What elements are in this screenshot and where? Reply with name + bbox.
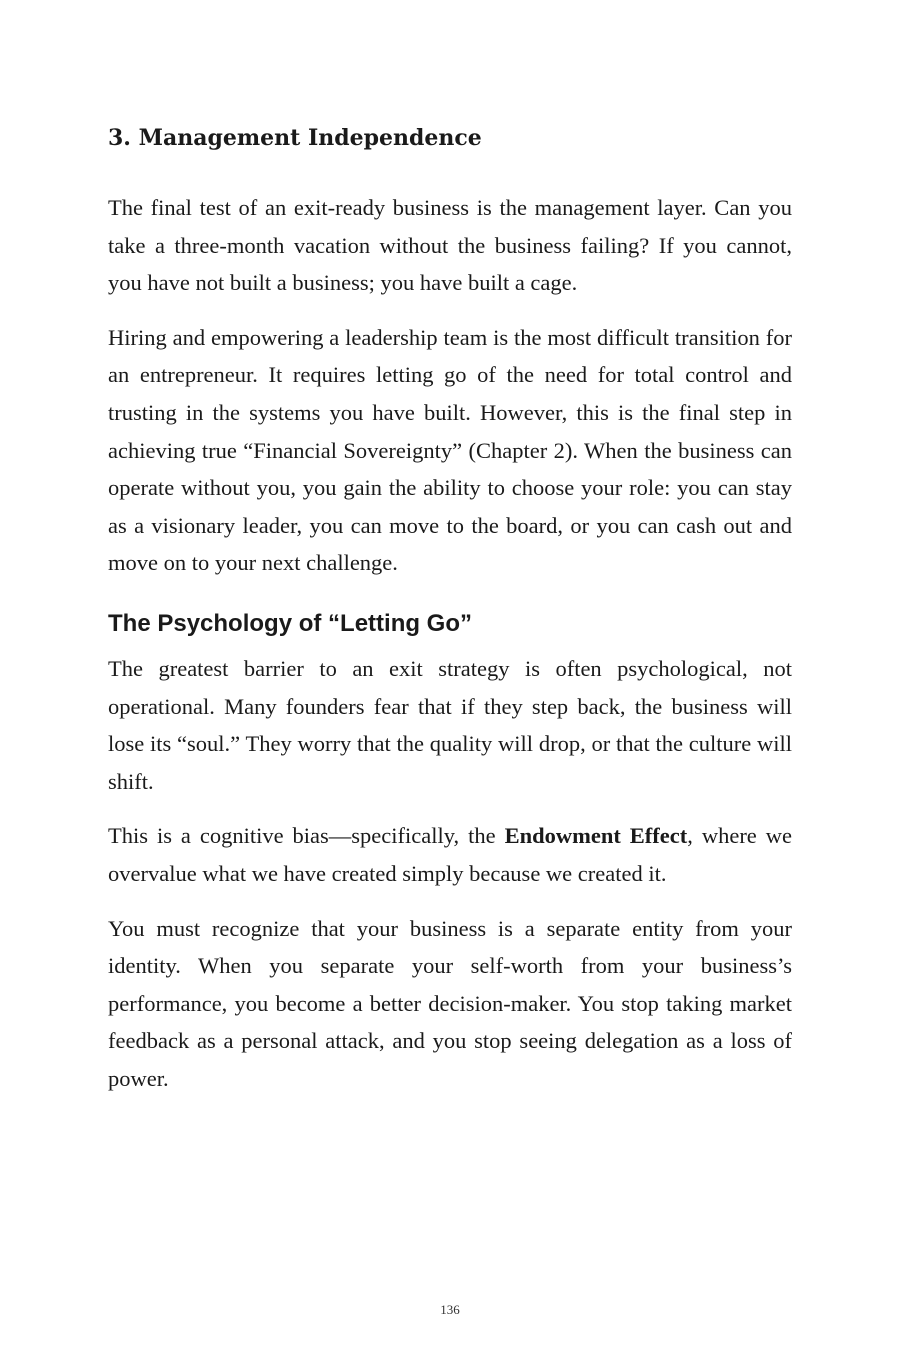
subsection-heading: The Psychology of “Letting Go”	[108, 609, 473, 637]
body-paragraph: You must recognize that your business is a separate entity from your identity. When you separate your self-worth from your business’s performance, you become a better decision-maker. You stop taking market feedback as a personal attack, and you stop seeing delegation as a loss of power.	[108, 915, 792, 1091]
body-paragraph: Hiring and empowering a leadership team is the most difficult transition for an entrepreneur. It requires letting go of the need for total control and trusting in the systems you have built. However, this is the final step in achieving true “Financial Sovereignty” (Chapter 2). When the business can operate without you, you gain the ability to choose your role: you can stay as a visionary leader, you can move to the board, or you can cash out and move on to your next challenge.	[108, 324, 792, 576]
page-number: 136	[440, 1302, 460, 1317]
body-paragraph: The final test of an exit-ready business is the management layer. Can you take a three-month vacation without the business failing? If you cannot, you have not built a business; you have built a cage.	[108, 195, 792, 296]
body-paragraph	[108, 817, 792, 892]
page-content	[108, 120, 792, 1114]
emphasized-term: Endowment Effect	[504, 823, 688, 849]
paragraph-text: , where we overvalue what we have created simply because we created it.	[108, 823, 792, 886]
body-paragraph: The greatest barrier to an exit strategy is often psychological, not operational. Many founders fear that if they step back, the business will lose its “soul.” They worry that the quality will drop, or that the culture will shift.	[108, 655, 792, 794]
paragraph-text: This is a cognitive bias—specifically, the	[108, 823, 505, 849]
section-heading: 3. Management Independence	[108, 125, 482, 151]
